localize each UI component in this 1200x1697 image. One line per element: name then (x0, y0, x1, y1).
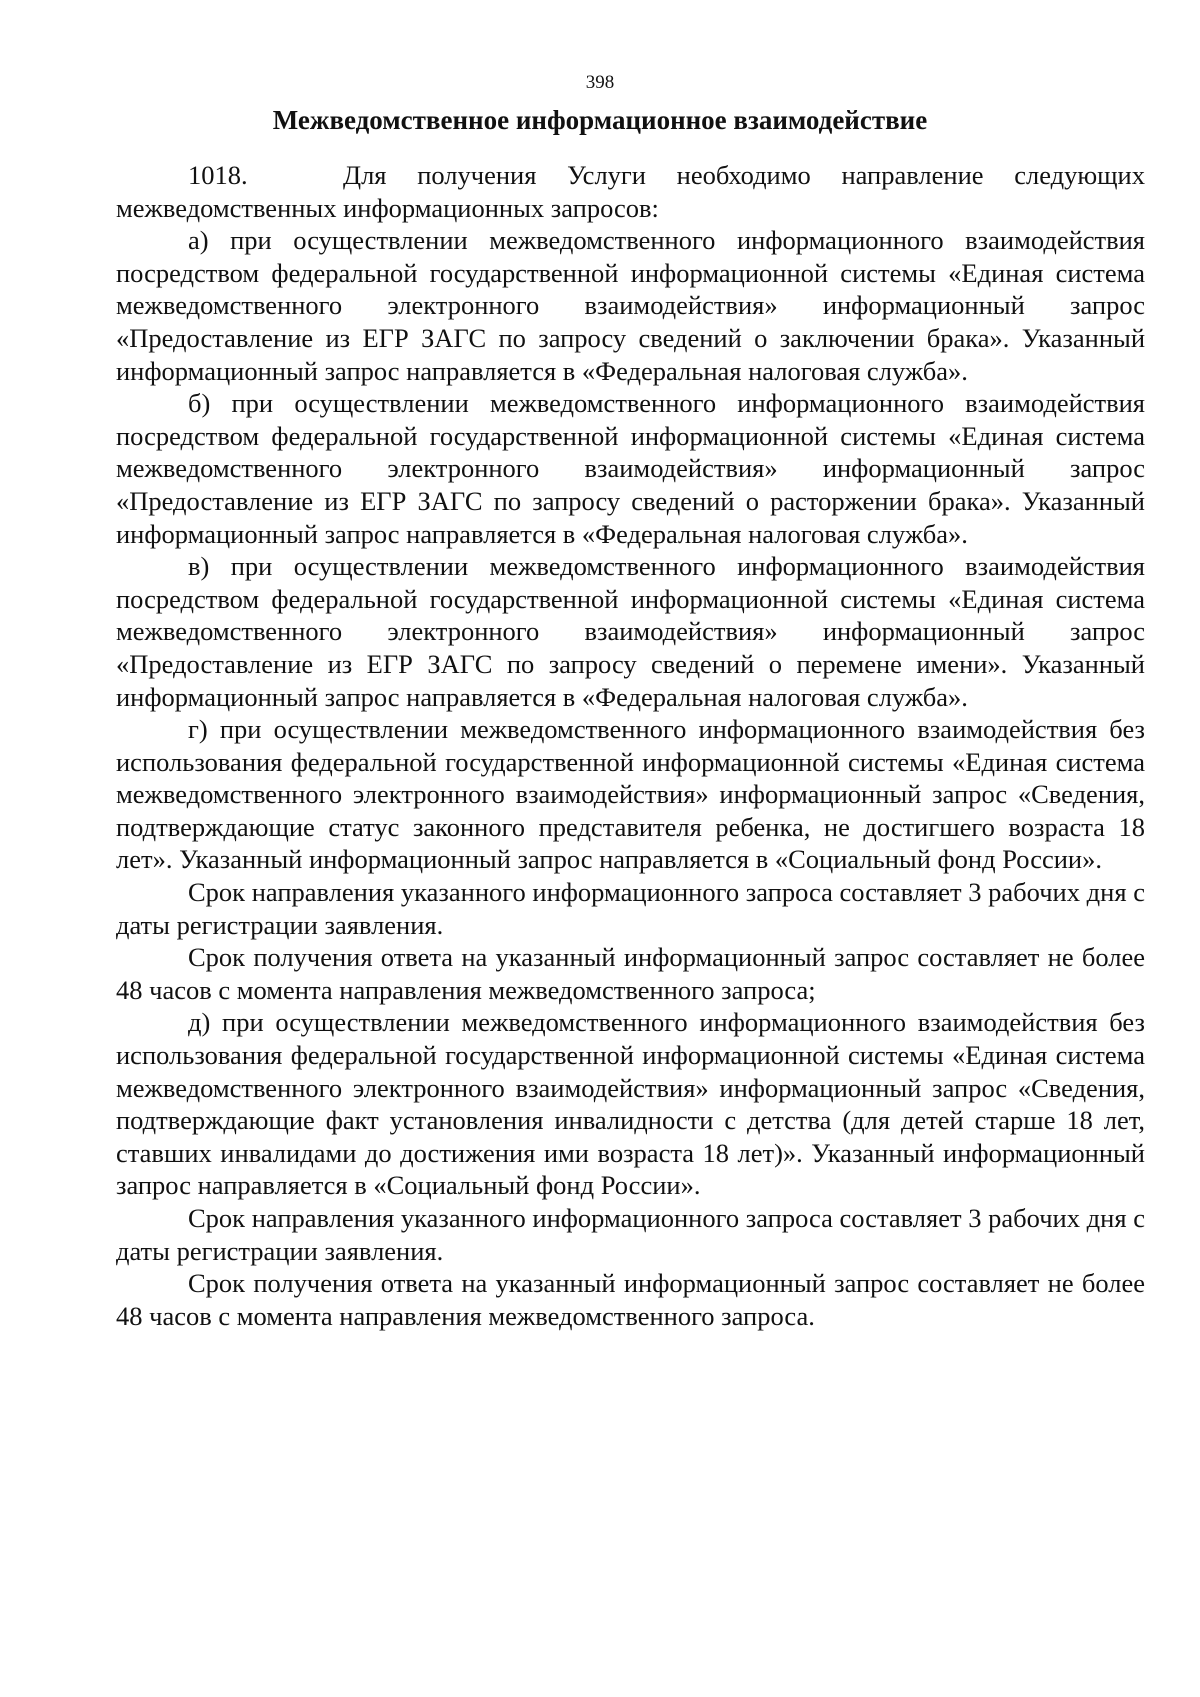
paragraph-item-g: г) при осуществлении межведомственного информационного взаимодействия без использования федеральной государственной информационной системы «Единая система межведомственного электронного взаимодействия» информационный запрос «Сведения, подтверждающие статус законного представителя ребенка, не достигшего возраста 18 лет». Указанный информационный запрос направляется в «Социальный фонд России». (116, 714, 1145, 875)
document-body (116, 159, 1145, 1332)
paragraph-item-a: а) при осуществлении межведомственного информационного взаимодействия посредством федеральной государственной информационной системы «Единая система межведомственного электронного взаимодействия» информационный запрос «Предоставление из ЕГР ЗАГС по запросу сведений о заключении брака». Указанный информационный запрос направляется в «Федеральная налоговая служба». (116, 225, 1145, 386)
paragraph-item-b: б) при осуществлении межведомственного информационного взаимодействия посредством федеральной государственной информационной системы «Единая система межведомственного электронного взаимодействия» информационный запрос «Предоставление из ЕГР ЗАГС по запросу сведений о расторжении брака». Указанный информационный запрос направляется в «Федеральная налоговая служба». (116, 388, 1145, 549)
paragraph-clause (116, 159, 1145, 224)
paragraph-item-d: д) при осуществлении межведомственного информационного взаимодействия без использования федеральной государственной информационной системы «Единая система межведомственного электронного взаимодействия» информационный запрос «Сведения, подтверждающие факт установления инвалидности с детства (для детей старше 18 лет, ставших инвалидами до достижения ими возраста 18 лет)». Указанный информационный запрос направляется в «Социальный фонд России». (116, 1007, 1145, 1201)
paragraph-deadline-response-2: Срок получения ответа на указанный информационный запрос составляет не более 48 часов с момента направления межведомственного запроса. (116, 1268, 1145, 1331)
paragraph-text: Для получения Услуги необходимо направление следующих межведомственных информационных запросов: (116, 160, 1145, 223)
paragraph-deadline-send-2: Срок направления указанного информационного запроса составляет 3 рабочих дня с даты регистрации заявления. (116, 1203, 1145, 1266)
paragraph-deadline-send: Срок направления указанного информационного запроса составляет 3 рабочих дня с даты регистрации заявления. (116, 877, 1145, 940)
section-title: Межведомственное информационное взаимодействие (272, 105, 928, 135)
clause-number: 1018. (188, 160, 248, 190)
page-number: 398 (585, 72, 615, 93)
paragraph-deadline-response: Срок получения ответа на указанный информационный запрос составляет не более 48 часов с момента направления межведомственного запроса; (116, 942, 1145, 1005)
paragraph-item-v: в) при осуществлении межведомственного информационного взаимодействия посредством федеральной государственной информационной системы «Единая система межведомственного электронного взаимодействия» информационный запрос «Предоставление из ЕГР ЗАГС по запросу сведений о перемене имени». Указанный информационный запрос направляется в «Федеральная налоговая служба». (116, 551, 1145, 712)
